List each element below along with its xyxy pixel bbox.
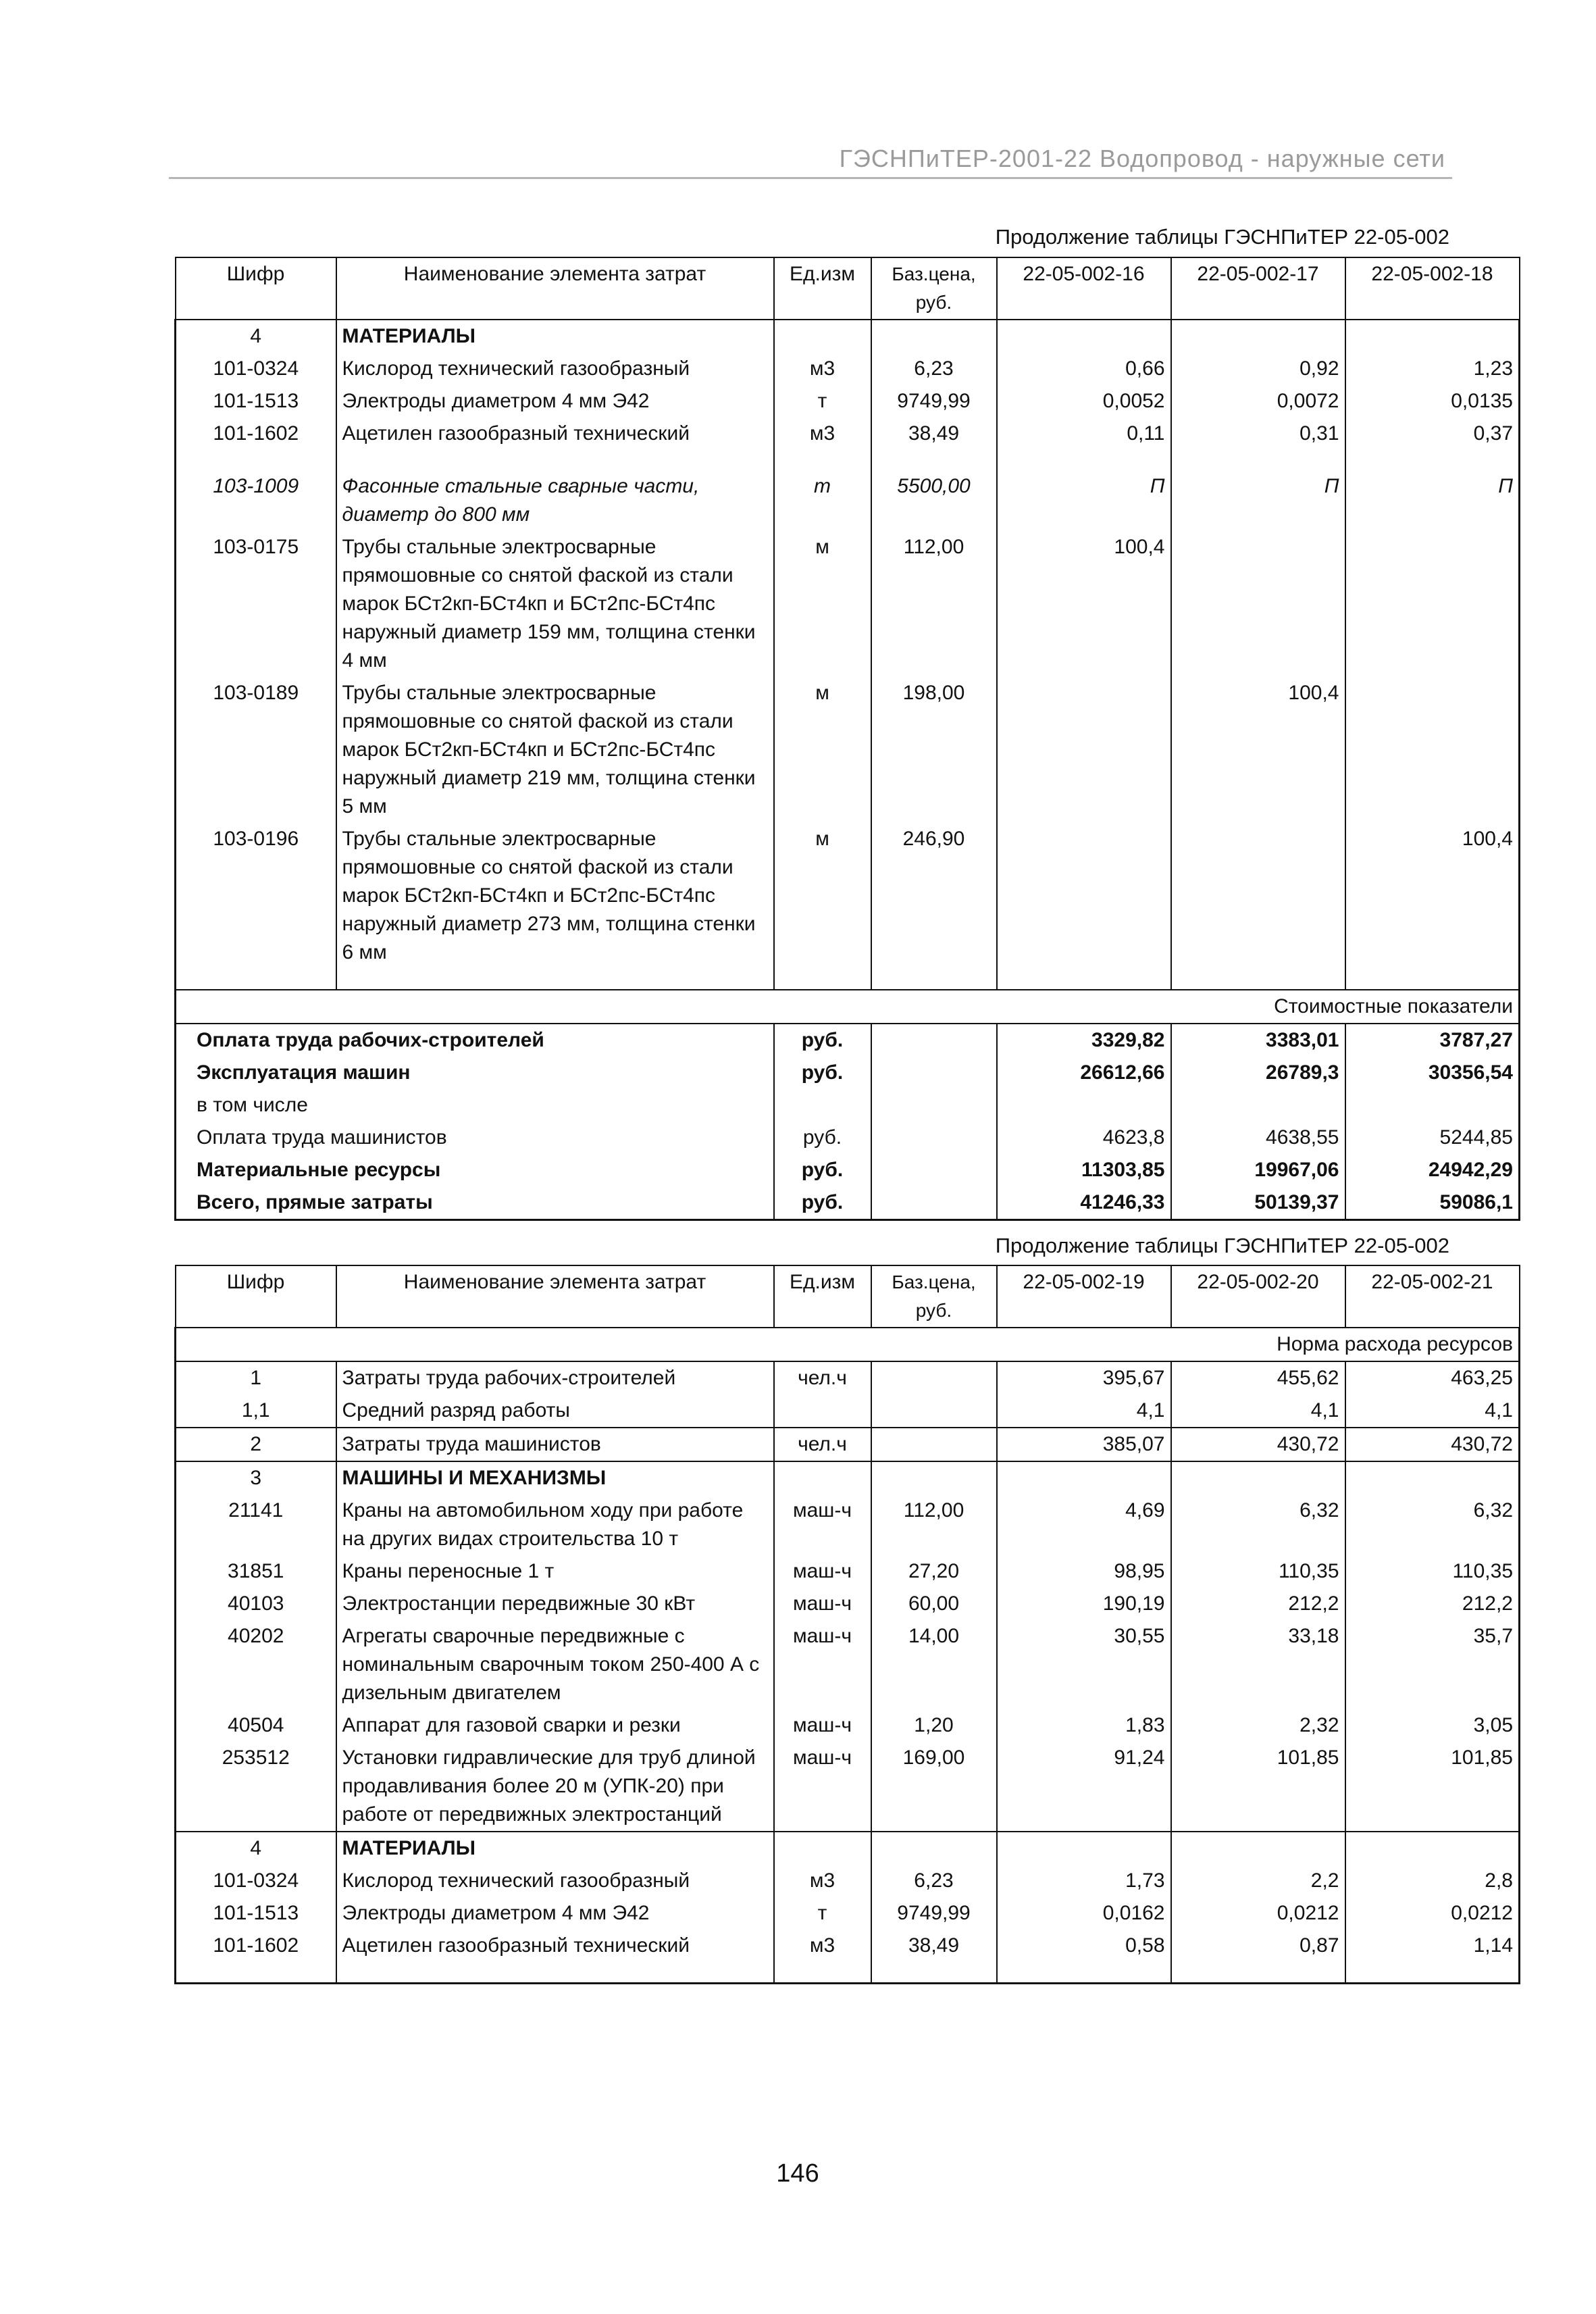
summary-col-1: 41246,33 xyxy=(997,1186,1171,1220)
spacer-row xyxy=(176,1962,1520,1984)
empty-cell xyxy=(1171,320,1345,353)
cell-price: 14,00 xyxy=(871,1620,997,1709)
cell-code: 101-0324 xyxy=(176,353,336,385)
cell-col-3: 1,23 xyxy=(1345,353,1520,385)
section-title: МАШИНЫ И МЕХАНИЗМЫ xyxy=(336,1461,774,1494)
cell-code: 40202 xyxy=(176,1620,336,1709)
cell-unit: м3 xyxy=(809,1934,835,1957)
spacer-row xyxy=(176,969,1520,990)
table-row xyxy=(176,1361,1520,1394)
summary-unit: руб. xyxy=(802,1126,842,1149)
page-number: 146 xyxy=(776,2159,819,2188)
cell-col-1: 91,24 xyxy=(997,1742,1171,1832)
table2-caption: Продолжение таблицы ГЭСНПиТЕР 22-05-002 xyxy=(995,1234,1449,1257)
cell-unit: м3 xyxy=(809,357,835,380)
empty-cell xyxy=(871,1962,997,1984)
header-col-3: 22-05-002-18 xyxy=(1345,257,1520,320)
cell-col-2: П xyxy=(1171,470,1345,531)
cell-price: 112,00 xyxy=(871,531,997,677)
summary-unit: руб. xyxy=(774,1186,871,1220)
summary-name: в том числе xyxy=(176,1089,774,1122)
table-row xyxy=(176,823,1520,969)
header-col-2: 22-05-002-17 xyxy=(1171,257,1345,320)
cell-name: Средний разряд работы xyxy=(336,1394,774,1428)
cell-col-1: 0,11 xyxy=(997,418,1171,450)
cell-code: 101-1602 xyxy=(176,1930,336,1962)
cell-name: Кислород технический газообразный xyxy=(336,353,774,385)
cell-col-3: 110,35 xyxy=(1345,1555,1520,1588)
cell-col-1: 395,67 xyxy=(997,1361,1171,1394)
cell-price: 1,20 xyxy=(871,1709,997,1742)
summary-name: Эксплуатация машин xyxy=(176,1057,774,1089)
empty-cell xyxy=(1171,1962,1345,1984)
summary-row xyxy=(176,1089,1520,1122)
empty-cell xyxy=(871,1461,997,1494)
cell-name: Электроды диаметром 4 мм Э42 xyxy=(336,1897,774,1930)
cell-price: 246,90 xyxy=(871,823,997,969)
empty-cell xyxy=(1171,1832,1345,1865)
cell-name: Трубы стальные электросварные прямошовные со снятой фаской из стали марок БСт2кп-БСт4кп и БСт2пс-БСт4пс наружный диаметр 159 мм, толщина стенки 4 мм xyxy=(336,531,774,677)
cell-col-3: 0,0135 xyxy=(1345,385,1520,418)
cell-col-2: 0,87 xyxy=(1171,1930,1345,1962)
empty-cell xyxy=(1171,969,1345,990)
summary-col-2: 50139,37 xyxy=(1171,1186,1345,1220)
cell-code: 101-1513 xyxy=(176,385,336,418)
cell-col-3: 2,8 xyxy=(1345,1865,1520,1897)
empty-cell xyxy=(871,1024,997,1057)
table-row xyxy=(176,1588,1520,1620)
cell-col-2: 430,72 xyxy=(1171,1428,1345,1461)
cell-col-2: 2,32 xyxy=(1171,1709,1345,1742)
header-code: Шифр xyxy=(176,257,336,320)
table1 xyxy=(174,257,1520,1221)
cell-name: Краны на автомобильном ходу при работе на других видах строительства 10 т xyxy=(336,1494,774,1555)
section-title: МАТЕРИАЛЫ xyxy=(336,320,774,353)
cell-col-2: 455,62 xyxy=(1171,1361,1345,1394)
cell-col-1: 1,73 xyxy=(997,1865,1171,1897)
empty-cell xyxy=(336,969,774,990)
page-header: ГЭСНПиТЕР-2001-22 Водопровод - наружные сети xyxy=(839,145,1445,172)
cell-col-3: 6,32 xyxy=(1345,1494,1520,1555)
cell-code: 103-0175 xyxy=(176,531,336,677)
empty-cell xyxy=(871,1057,997,1089)
empty-cell xyxy=(871,1154,997,1186)
cell-col-3: 212,2 xyxy=(1345,1588,1520,1620)
summary-unit xyxy=(774,1089,871,1122)
header-col-3: 22-05-002-21 xyxy=(1345,1265,1520,1328)
empty-cell xyxy=(774,320,871,353)
norm-row xyxy=(176,1328,1520,1361)
table-row xyxy=(176,385,1520,418)
empty-cell xyxy=(997,969,1171,990)
summary-col-2: 19967,06 xyxy=(1171,1154,1345,1186)
empty-cell xyxy=(871,969,997,990)
cell-col-3: 463,25 xyxy=(1345,1361,1520,1394)
cell-unit: т xyxy=(814,475,831,497)
cell-unit: маш-ч xyxy=(774,1742,871,1832)
cell-price: 112,00 xyxy=(871,1494,997,1555)
table2 xyxy=(174,1265,1520,1984)
summary-unit: руб. xyxy=(801,1029,844,1051)
summary-col-3: 3787,27 xyxy=(1345,1024,1520,1057)
empty-cell xyxy=(176,969,336,990)
empty-cell xyxy=(871,320,997,353)
table1-caption: Продолжение таблицы ГЭСНПиТЕР 22-05-002 xyxy=(995,225,1449,249)
cell-price: 169,00 xyxy=(871,1742,997,1832)
table-row xyxy=(176,1394,1520,1428)
cell-code: 2 xyxy=(176,1428,336,1461)
cell-col-3 xyxy=(1345,531,1520,677)
cell-col-3: 100,4 xyxy=(1345,823,1520,969)
summary-col-1: 4623,8 xyxy=(997,1122,1171,1154)
summary-col-2 xyxy=(1171,1089,1345,1122)
summary-name: Материальные ресурсы xyxy=(176,1154,774,1186)
summary-row xyxy=(176,1057,1520,1089)
cell-price: 198,00 xyxy=(871,677,997,823)
cell-col-3: 3,05 xyxy=(1345,1709,1520,1742)
summary-name: Оплата труда рабочих-строителей xyxy=(176,1024,774,1057)
cell-name: Электростанции передвижные 30 кВт xyxy=(336,1588,774,1620)
cell-code: 103-1009 xyxy=(176,470,336,531)
section-row xyxy=(176,1832,1520,1865)
cell-name: Затраты труда рабочих-строителей xyxy=(336,1361,774,1394)
cell-col-2: 33,18 xyxy=(1171,1620,1345,1709)
header-rule xyxy=(169,177,1452,179)
cell-col-3: 0,0212 xyxy=(1345,1897,1520,1930)
table-row xyxy=(176,470,1520,531)
cell-code: 40504 xyxy=(176,1709,336,1742)
table-row xyxy=(176,531,1520,677)
summary-unit: руб. xyxy=(801,1061,844,1084)
empty-cell xyxy=(774,1461,871,1494)
empty-cell xyxy=(871,1122,997,1154)
cell-col-3: 430,72 xyxy=(1345,1428,1520,1461)
empty-cell xyxy=(774,1962,871,1984)
cell-col-3: 0,37 xyxy=(1345,418,1520,450)
cost-indicators-row-label: Стоимостные показатели xyxy=(176,990,1520,1024)
cell-col-1: П xyxy=(997,470,1171,531)
cell-col-1: 30,55 xyxy=(997,1620,1171,1709)
cell-unit: чел.ч xyxy=(774,1428,871,1461)
summary-col-3: 59086,1 xyxy=(1345,1186,1520,1220)
empty-cell xyxy=(1345,1461,1520,1494)
empty-cell xyxy=(1345,450,1520,470)
cell-name: Электроды диаметром 4 мм Э42 xyxy=(336,385,774,418)
cell-price xyxy=(871,1361,997,1394)
section-row xyxy=(176,1461,1520,1494)
empty-cell xyxy=(336,450,774,470)
cell-unit: м3 xyxy=(809,422,835,445)
cell-col-1: 0,0052 xyxy=(997,385,1171,418)
header-col-1: 22-05-002-19 xyxy=(997,1265,1171,1328)
cell-col-1: 190,19 xyxy=(997,1588,1171,1620)
header-unit: Ед.изм xyxy=(774,257,871,320)
cell-price: 5500,00 xyxy=(871,470,997,531)
header-name: Наименование элемента затрат xyxy=(336,257,774,320)
summary-col-1: 3329,82 xyxy=(997,1024,1171,1057)
empty-cell xyxy=(997,320,1171,353)
cell-unit: маш-ч xyxy=(793,1560,852,1582)
empty-cell xyxy=(997,1832,1171,1865)
table-row xyxy=(176,1930,1520,1962)
cell-col-2: 0,92 xyxy=(1171,353,1345,385)
cell-col-2: 6,32 xyxy=(1171,1494,1345,1555)
cell-unit: маш-ч xyxy=(793,1592,852,1615)
cell-unit: т xyxy=(817,1902,827,1924)
cell-price: 60,00 xyxy=(871,1588,997,1620)
cell-price: 6,23 xyxy=(871,1865,997,1897)
cell-code: 40103 xyxy=(176,1588,336,1620)
empty-cell xyxy=(1345,969,1520,990)
empty-cell xyxy=(997,1461,1171,1494)
header-row xyxy=(176,1265,1520,1328)
cell-col-3: 1,14 xyxy=(1345,1930,1520,1962)
table-row xyxy=(176,418,1520,450)
header-price: Баз.цена, руб. xyxy=(871,1265,997,1328)
cell-price xyxy=(871,1428,997,1461)
empty-cell xyxy=(774,969,871,990)
cell-unit: маш-ч xyxy=(793,1714,852,1736)
table-row xyxy=(176,1709,1520,1742)
summary-row xyxy=(176,1122,1520,1154)
cell-code: 253512 xyxy=(176,1742,336,1832)
empty-cell xyxy=(997,1962,1171,1984)
cell-col-3 xyxy=(1345,677,1520,823)
cell-name: Фасонные стальные сварные части, диаметр до 800 мм xyxy=(336,470,774,531)
header-price: Баз.цена, руб. xyxy=(871,257,997,320)
empty-cell xyxy=(1171,1461,1345,1494)
norm-row-label: Норма расхода ресурсов xyxy=(176,1328,1520,1361)
summary-name: Всего, прямые затраты xyxy=(176,1186,774,1220)
cell-col-1: 4,1 xyxy=(997,1394,1171,1428)
cell-code: 1,1 xyxy=(176,1394,336,1428)
cell-col-2: 100,4 xyxy=(1171,677,1345,823)
section-row xyxy=(176,320,1520,353)
cell-col-2: 110,35 xyxy=(1171,1555,1345,1588)
summary-col-1: 26612,66 xyxy=(997,1057,1171,1089)
summary-name: Оплата труда машинистов xyxy=(176,1122,774,1154)
cell-col-3: 4,1 xyxy=(1345,1394,1520,1428)
cell-price: 9749,99 xyxy=(871,1897,997,1930)
cell-price: 27,20 xyxy=(871,1555,997,1588)
cell-col-3: 101,85 xyxy=(1345,1742,1520,1832)
cell-name: Агрегаты сварочные передвижные с номинальным сварочным током 250-400 А с дизельным двигателем xyxy=(336,1620,774,1709)
table-row xyxy=(176,1494,1520,1555)
cell-col-1: 0,58 xyxy=(997,1930,1171,1962)
empty-cell xyxy=(1345,1962,1520,1984)
cell-code: 101-1602 xyxy=(176,418,336,450)
cell-unit: м xyxy=(815,536,829,558)
cell-code: 21141 xyxy=(176,1494,336,1555)
cell-col-3: 35,7 xyxy=(1345,1620,1520,1709)
summary-col-2: 4638,55 xyxy=(1171,1122,1345,1154)
summary-col-1 xyxy=(997,1089,1171,1122)
table-row xyxy=(176,1742,1520,1832)
cell-name: Установки гидравлические для труб длиной продавливания более 20 м (УПК-20) при работе от передвижных электростанций xyxy=(336,1742,774,1832)
cell-col-1: 98,95 xyxy=(997,1555,1171,1588)
cell-unit: маш-ч xyxy=(793,1499,852,1521)
cell-col-1 xyxy=(997,677,1171,823)
empty-cell xyxy=(871,1089,997,1122)
summary-col-2: 3383,01 xyxy=(1171,1024,1345,1057)
empty-cell xyxy=(997,450,1171,470)
cell-col-2: 212,2 xyxy=(1171,1588,1345,1620)
cell-col-1: 0,66 xyxy=(997,353,1171,385)
cell-col-2: 0,31 xyxy=(1171,418,1345,450)
empty-cell xyxy=(176,450,336,470)
cell-code: 31851 xyxy=(176,1555,336,1588)
cell-code: 103-0196 xyxy=(176,823,336,969)
cell-col-2: 2,2 xyxy=(1171,1865,1345,1897)
cell-price: 6,23 xyxy=(871,353,997,385)
cell-col-2: 0,0072 xyxy=(1171,385,1345,418)
cell-name: Кислород технический газообразный xyxy=(336,1865,774,1897)
header-row xyxy=(176,257,1520,320)
summary-row xyxy=(176,1186,1520,1220)
cell-col-3: П xyxy=(1345,470,1520,531)
empty-cell xyxy=(774,1832,871,1865)
cell-code: 1 xyxy=(176,1361,336,1394)
section-code: 3 xyxy=(176,1461,336,1494)
spacer-row xyxy=(176,450,1520,470)
cell-price: 9749,99 xyxy=(871,385,997,418)
summary-col-3: 24942,29 xyxy=(1345,1154,1520,1186)
table-row xyxy=(176,1555,1520,1588)
cell-unit: маш-ч xyxy=(793,1625,852,1647)
table-row xyxy=(176,677,1520,823)
empty-cell xyxy=(336,1962,774,1984)
cell-col-1: 100,4 xyxy=(997,531,1171,677)
cell-name: Краны переносные 1 т xyxy=(336,1555,774,1588)
empty-cell xyxy=(774,450,871,470)
cell-unit: т xyxy=(817,390,827,412)
summary-col-3 xyxy=(1345,1089,1520,1122)
cell-price xyxy=(871,1394,997,1428)
table-row xyxy=(176,1865,1520,1897)
cell-col-1: 1,83 xyxy=(997,1709,1171,1742)
cell-col-1: 4,69 xyxy=(997,1494,1171,1555)
cell-price: 38,49 xyxy=(871,418,997,450)
empty-cell xyxy=(1345,1832,1520,1865)
header-code: Шифр xyxy=(176,1265,336,1328)
cell-unit xyxy=(774,1394,871,1428)
cell-col-2 xyxy=(1171,531,1345,677)
cell-col-2 xyxy=(1171,823,1345,969)
section-code: 4 xyxy=(176,1832,336,1865)
empty-cell xyxy=(1171,450,1345,470)
section-code: 4 xyxy=(176,320,336,353)
table-row xyxy=(176,1620,1520,1709)
header-col-2: 22-05-002-20 xyxy=(1171,1265,1345,1328)
empty-cell xyxy=(176,1962,336,1984)
cell-unit: м xyxy=(815,828,829,850)
empty-cell xyxy=(1345,320,1520,353)
cell-name: Ацетилен газообразный технический xyxy=(336,418,774,450)
cell-col-2: 0,0212 xyxy=(1171,1897,1345,1930)
cell-name: Ацетилен газообразный технический xyxy=(336,1930,774,1962)
summary-col-2: 26789,3 xyxy=(1171,1057,1345,1089)
cell-col-2: 101,85 xyxy=(1171,1742,1345,1832)
cell-col-1: 385,07 xyxy=(997,1428,1171,1461)
summary-col-1: 11303,85 xyxy=(997,1154,1171,1186)
cell-unit: м3 xyxy=(809,1869,835,1892)
cell-col-1: 0,0162 xyxy=(997,1897,1171,1930)
section-title: МАТЕРИАЛЫ xyxy=(336,1832,774,1865)
table-row xyxy=(176,353,1520,385)
empty-cell xyxy=(871,450,997,470)
cost-indicators-row xyxy=(176,990,1520,1024)
cell-code: 101-1513 xyxy=(176,1897,336,1930)
cell-name: Трубы стальные электросварные прямошовные со снятой фаской из стали марок БСт2кп-БСт4кп и БСт2пс-БСт4пс наружный диаметр 273 мм, толщина стенки 6 мм xyxy=(336,823,774,969)
cell-name: Затраты труда машинистов xyxy=(336,1428,774,1461)
cell-col-1 xyxy=(997,823,1171,969)
header-col-1: 22-05-002-16 xyxy=(997,257,1171,320)
empty-cell xyxy=(871,1186,997,1220)
summary-unit: руб. xyxy=(801,1159,844,1181)
table-row xyxy=(176,1897,1520,1930)
summary-col-3: 30356,54 xyxy=(1345,1057,1520,1089)
header-unit: Ед.изм xyxy=(774,1265,871,1328)
header-name: Наименование элемента затрат xyxy=(336,1265,774,1328)
cell-unit: м xyxy=(815,682,829,704)
summary-row xyxy=(176,1154,1520,1186)
cell-unit: чел.ч xyxy=(798,1367,847,1389)
table-row xyxy=(176,1428,1520,1461)
summary-col-3: 5244,85 xyxy=(1345,1122,1520,1154)
cell-price: 38,49 xyxy=(871,1930,997,1962)
cell-name: Аппарат для газовой сварки и резки xyxy=(336,1709,774,1742)
empty-cell xyxy=(871,1832,997,1865)
cell-code: 103-0189 xyxy=(176,677,336,823)
summary-row xyxy=(176,1024,1520,1057)
cell-col-2: 4,1 xyxy=(1171,1394,1345,1428)
cell-code: 101-0324 xyxy=(176,1865,336,1897)
cell-name: Трубы стальные электросварные прямошовные со снятой фаской из стали марок БСт2кп-БСт4кп и БСт2пс-БСт4пс наружный диаметр 219 мм, толщина стенки 5 мм xyxy=(336,677,774,823)
